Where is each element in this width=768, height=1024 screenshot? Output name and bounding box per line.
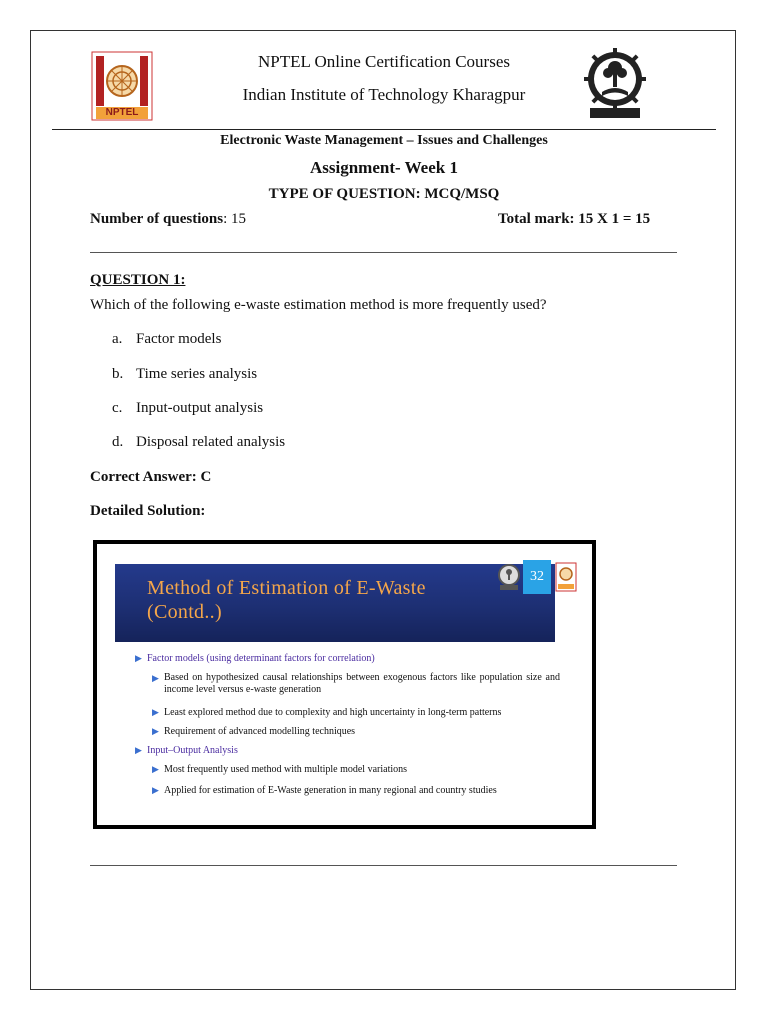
slide-bullet-text: Applied for estimation of E-Waste generation in many regional and country studies: [164, 785, 497, 796]
option-letter: b.: [112, 366, 124, 382]
slide-bullet-2: [152, 672, 572, 696]
bullet-arrow-icon: ▶: [135, 745, 142, 755]
slide-bullet-3: [152, 706, 572, 719]
section-divider-bottom: [90, 865, 677, 866]
header-line-2: Indian Institute of Technology Kharagpur: [242, 85, 526, 104]
number-of-questions-label: Number of questions: [90, 211, 224, 227]
slide-bullet-7: [152, 784, 572, 797]
nptel-logo-text: NPTEL: [105, 107, 139, 118]
header-line-1: NPTEL Online Certification Courses: [258, 52, 510, 71]
slide-iit-emblem-icon: [497, 563, 521, 591]
slide-bullet-text: Based on hypothesized causal relationships between exogenous factors like population size and income level versus e-waste generation: [164, 672, 560, 695]
option-letter: c.: [112, 400, 123, 416]
number-of-questions: [90, 211, 246, 228]
option-c: [112, 400, 263, 417]
slide-bullet-text: Factor models (using determinant factors for correlation): [147, 653, 375, 664]
iit-kharagpur-emblem-icon: [580, 46, 650, 120]
slide-bullet-1: [135, 652, 375, 665]
slide-bullet-text: Least explored method due to complexity and high uncertainty in long-term patterns: [164, 707, 502, 718]
assignment-title: Assignment- Week 1: [310, 158, 458, 177]
option-letter: a.: [112, 331, 123, 347]
slide-bullet-text: Input–Output Analysis: [147, 745, 238, 756]
slide-bullet-4: [152, 725, 572, 738]
number-of-questions-value: : 15: [223, 211, 246, 227]
bullet-arrow-icon: ▶: [152, 785, 159, 795]
option-b: [112, 366, 257, 383]
slide-bullet-5: [135, 744, 238, 757]
question-text: Which of the following e-waste estimation method is more frequently used?: [90, 297, 547, 313]
bullet-arrow-icon: ▶: [152, 726, 159, 736]
slide-title: [147, 576, 507, 624]
correct-answer: Correct Answer: C: [90, 469, 212, 485]
slide-title-line-2: (Contd..): [147, 601, 222, 623]
solution-label: Detailed Solution:: [90, 503, 206, 519]
option-text: Disposal related analysis: [136, 434, 286, 450]
slide-bullet-6: [152, 763, 572, 776]
slide-title-line-1: Method of Estimation of E-Waste: [147, 577, 426, 599]
bullet-arrow-icon: ▶: [135, 653, 142, 663]
option-text: Time series analysis: [136, 366, 258, 382]
option-letter: d.: [112, 434, 124, 450]
question-type: TYPE OF QUESTION: MCQ/MSQ: [268, 186, 500, 202]
slide-bullet-text: Most frequently used method with multiple model variations: [164, 764, 408, 775]
bullet-arrow-icon: ▶: [152, 673, 159, 683]
section-divider: [90, 252, 677, 253]
bullet-arrow-icon: ▶: [152, 764, 159, 774]
bullet-arrow-icon: ▶: [152, 707, 159, 717]
slide-number: 32: [523, 560, 551, 594]
option-text: Factor models: [136, 331, 222, 347]
slide-bullet-text: Requirement of advanced modelling techniques: [164, 726, 356, 737]
header-divider: [52, 129, 716, 130]
option-d: [112, 434, 285, 451]
course-title: Electronic Waste Management – Issues and Challenges: [220, 133, 548, 148]
question-heading: QUESTION 1:: [90, 272, 186, 288]
solution-slide-image: [93, 540, 596, 829]
option-text: Input-output analysis: [136, 400, 264, 416]
option-a: [112, 331, 221, 348]
slide-nptel-emblem-icon: [555, 562, 577, 592]
total-mark: Total mark: 15 X 1 = 15: [498, 211, 651, 227]
